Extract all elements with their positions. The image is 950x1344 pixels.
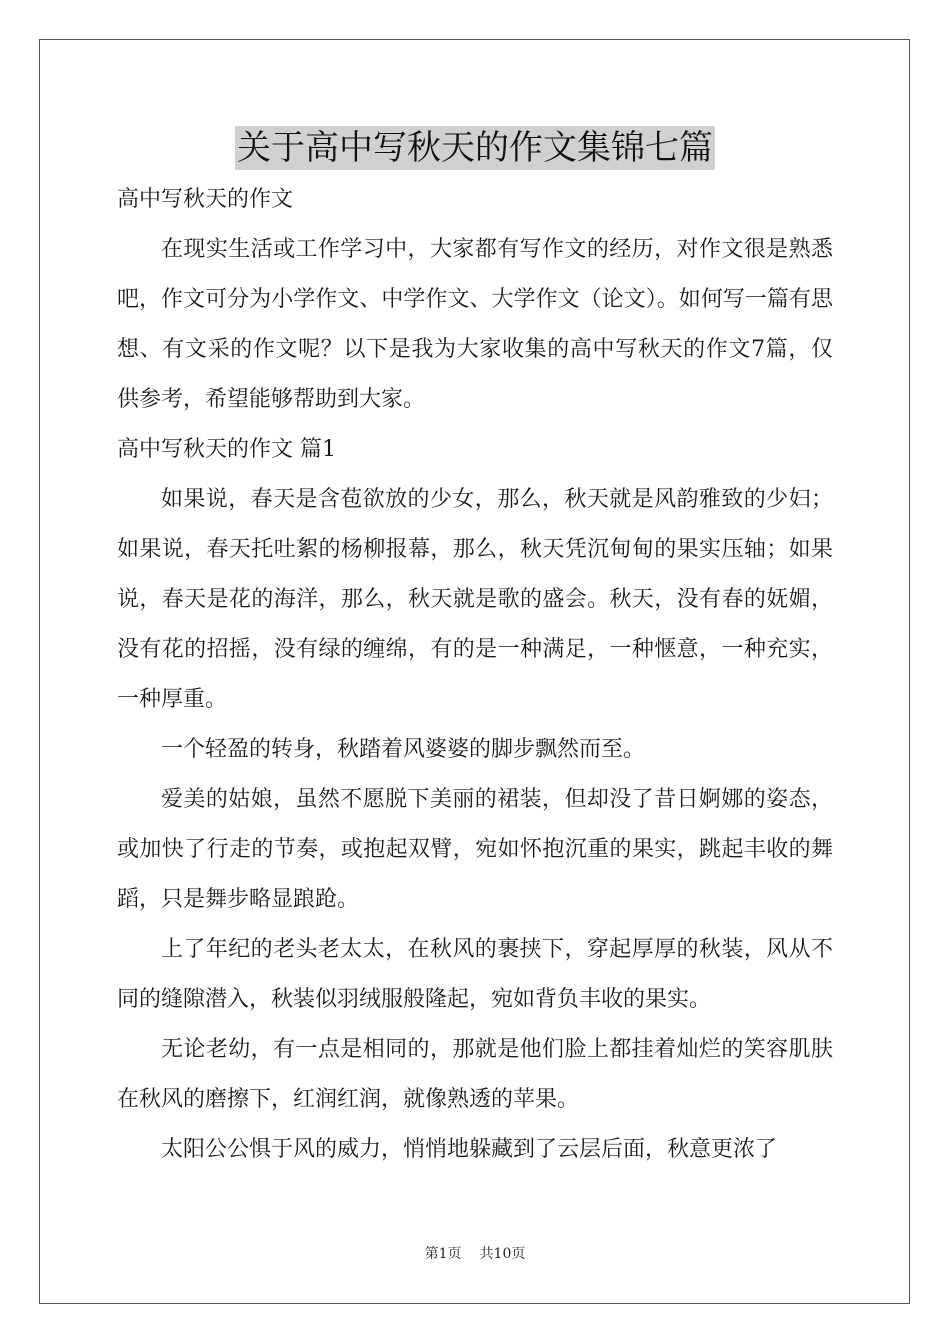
page-total: 共10页 [479, 1246, 526, 1262]
essay-heading: 高中写秋天的作文 篇1 [117, 437, 336, 462]
page-number: 第1页 [424, 1246, 462, 1262]
body-paragraph: 上了年纪的老头老太太，在秋风的裹挟下，穿起厚厚的秋装，风从不同的缝隙潜入，秋装似羽绒服般隆起，宛如背负丰收的果实。 [117, 937, 833, 1012]
document-title: 关于高中写秋天的作文集锦七篇 [237, 128, 713, 168]
body-paragraph: 爱美的姑娘，虽然不愿脱下美丽的裙装，但却没了昔日婀娜的姿态，或加快了行走的节奏，或抱起双臂，宛如怀抱沉重的果实，跳起丰收的舞蹈，只是舞步略显踉跄。 [117, 787, 833, 912]
body-paragraph: 无论老幼，有一点是相同的，那就是他们脸上都挂着灿烂的笑容肌肤在秋风的磨擦下，红润红润，就像熟透的苹果。 [117, 1037, 833, 1112]
intro-paragraph: 在现实生活或工作学习中，大家都有写作文的经历，对作文很是熟悉吧，作文可分为小学作文、中学作文、大学作文（论文）。如何写一篇有思想、有文采的作文呢？以下是我为大家收集的高中写秋天的作文7篇，仅供参考，希望能够帮助到大家。 [117, 237, 833, 412]
body-paragraph: 如果说，春天是含苞欲放的少女，那么，秋天就是风韵雅致的少妇；如果说，春天托吐絮的杨柳报幕，那么，秋天凭沉甸甸的果实压轴；如果说，春天是花的海洋，那么，秋天就是歌的盛会。秋天，没有春的妩媚，没有花的招摇，没有绿的缠绵，有的是一种满足，一种惬意，一种充实，一种厚重。 [117, 487, 833, 712]
section-heading: 高中写秋天的作文 [117, 187, 294, 212]
title-container [0, 126, 950, 170]
body-paragraph: 太阳公公惧于风的威力，悄悄地躲藏到了云层后面，秋意更浓了 [161, 1137, 778, 1162]
document-body [117, 175, 833, 1175]
body-paragraph: 一个轻盈的转身，秋踏着风婆婆的脚步飘然而至。 [161, 737, 646, 762]
page-footer [0, 1244, 950, 1264]
